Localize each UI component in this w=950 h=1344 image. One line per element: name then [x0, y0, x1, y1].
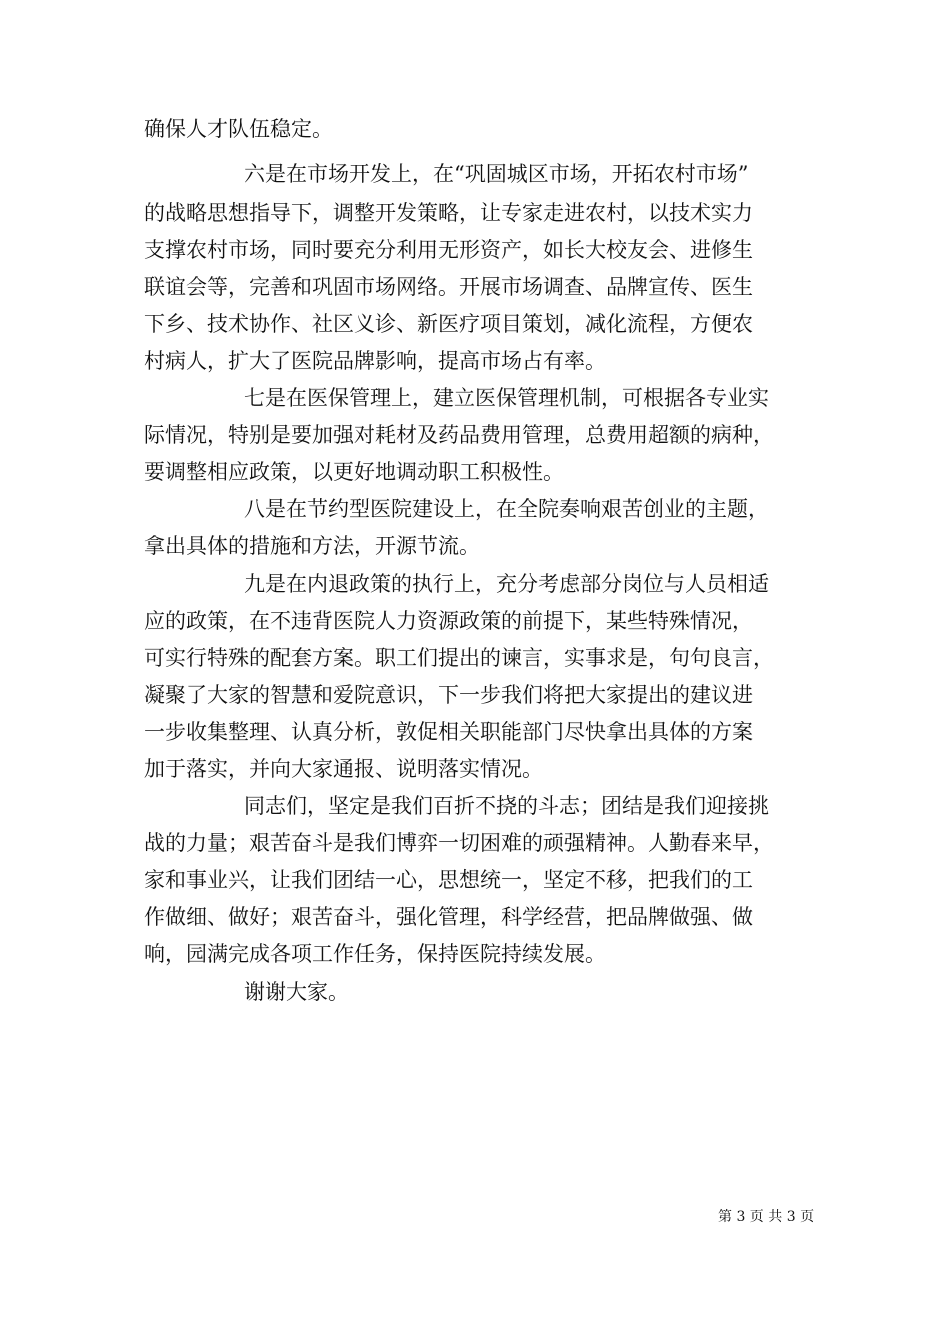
text-line-6: 下乡、技术协作、社区义诊、新医疗项目策划，减化流程，方便农: [144, 312, 753, 336]
text-line-9: 际情况，特别是要加强对耗材及药品费用管理，总费用超额的病种，: [144, 423, 774, 447]
text-line-14: 应的政策，在不违背医院人力资源政策的前提下，某些特殊情况，: [144, 609, 753, 633]
paragraph-eight-start: 八是在节约型医院建设上，在全院奏响艰苦创业的主题，: [244, 497, 769, 521]
text-line-4: 支撑农村市场，同时要充分利用无形资产，如长大校友会、进修生: [144, 238, 753, 262]
text-line-12: 拿出具体的措施和方法，开源节流。: [144, 534, 480, 558]
text-line-1: 确保人才队伍稳定。: [144, 117, 333, 141]
text-line-20: 战的力量；艰苦奋斗是我们博弈一切困难的顽强精神。人勤春来早，: [144, 831, 774, 855]
text-line-22: 作做细、做好；艰苦奋斗，强化管理，科学经营，把品牌做强、做: [144, 905, 753, 929]
page-number-footer: 第 3 页 共 3 页: [718, 1209, 815, 1225]
paragraph-closing-start: 同志们，坚定是我们百折不挠的斗志；团结是我们迎接挑: [244, 794, 769, 818]
text-line-21: 家和事业兴，让我们团结一心，思想统一，坚定不移，把我们的工: [144, 868, 753, 892]
paragraph-six-start: 六是在市场开发上，在“巩固城区市场，开拓农村市场”: [244, 162, 749, 186]
text-line-16: 凝聚了大家的智慧和爱院意识，下一步我们将把大家提出的建议进: [144, 683, 753, 707]
paragraph-nine-start: 九是在内退政策的执行上，充分考虑部分岗位与人员相适: [244, 572, 769, 596]
paragraph-seven-start: 七是在医保管理上，建立医保管理机制，可根据各专业实: [244, 386, 769, 410]
text-line-18: 加于落实，并向大家通报、说明落实情况。: [144, 757, 543, 781]
text-line-7: 村病人，扩大了医院品牌影响，提高市场占有率。: [144, 349, 606, 373]
text-line-3: 的战略思想指导下，调整开发策略，让专家走进农村，以技术实力: [144, 201, 753, 225]
thanks-line: 谢谢大家。: [244, 980, 349, 1004]
text-line-17: 一步收集整理、认真分析，敦促相关职能部门尽快拿出具体的方案: [144, 720, 753, 744]
text-line-10: 要调整相应政策，以更好地调动职工积极性。: [144, 460, 564, 484]
text-line-15: 可实行特殊的配套方案。职工们提出的谏言，实事求是，句句良言，: [144, 646, 774, 670]
text-line-23: 响，园满完成各项工作任务，保持医院持续发展。: [144, 942, 606, 966]
text-line-5: 联谊会等，完善和巩固市场网络。开展市场调查、品牌宣传、医生: [144, 275, 753, 299]
